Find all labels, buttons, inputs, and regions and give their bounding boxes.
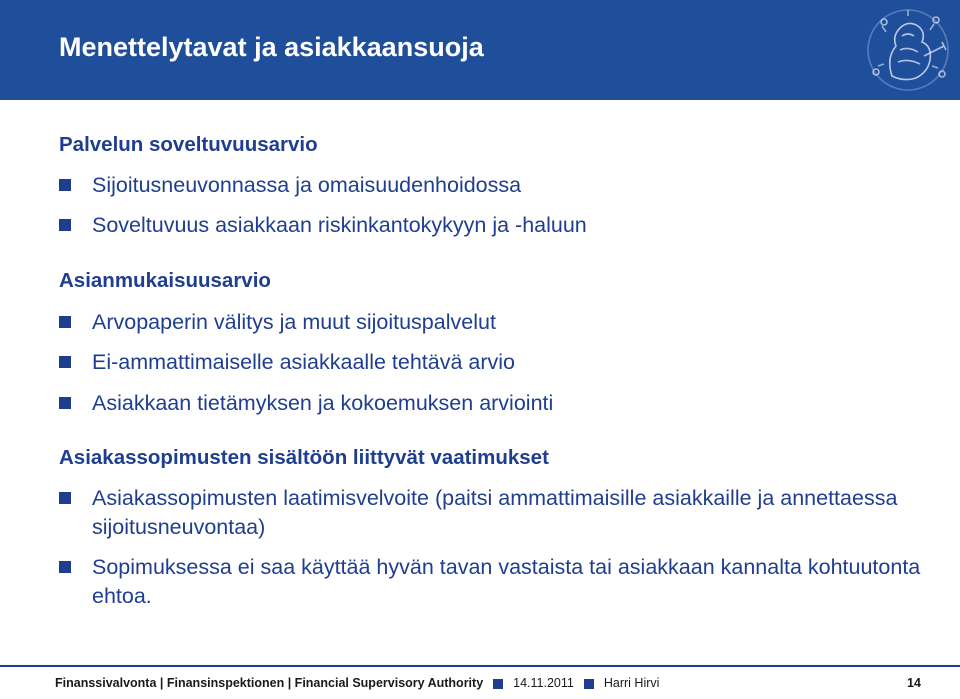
slide-header <box>0 0 960 100</box>
bullet-text: Soveltuvuus asiakkaan riskinkantokykyyn ja -haluun <box>92 213 587 237</box>
bullet-text: Asiakkaan tietämyksen ja kokoemuksen arviointi <box>92 391 554 415</box>
square-bullet-icon <box>59 492 71 504</box>
footer-divider <box>0 665 960 667</box>
section-heading: Asiakassopimusten sisältöön liittyvät vaatimukset <box>59 446 549 469</box>
section-heading: Palvelun soveltuvuusarvio <box>59 133 318 156</box>
square-bullet-icon <box>59 219 71 231</box>
slide-footer <box>55 676 659 690</box>
footer-date: 14.11.2011 <box>513 676 574 690</box>
bullet-text: Arvopaperin välitys ja muut sijoituspalvelut <box>92 310 496 334</box>
square-bullet-icon <box>59 316 71 328</box>
square-bullet-icon <box>59 356 71 368</box>
bullet-text: Asiakassopimusten laatimisvelvoite (paitsi ammattimaisille asiakkaille ja annettaessa sijoitusneuvontaa) <box>92 486 898 539</box>
slide-title: Menettelytavat ja asiakkaansuoja <box>59 32 484 62</box>
square-bullet-icon <box>493 679 503 689</box>
square-bullet-icon <box>59 179 71 191</box>
footer-author: Harri Hirvi <box>603 676 660 690</box>
square-bullet-icon <box>59 397 71 409</box>
section-heading: Asianmukaisuusarvio <box>59 269 271 292</box>
bullet-text: Sopimuksessa ei saa käyttää hyvän tavan vastaista tai asiakkaan kannalta kohtuutonta ehtoa. <box>92 555 921 608</box>
lion-crest-icon <box>862 6 954 94</box>
footer-organization: Finanssivalvonta | Finansinspektionen | Financial Supervisory Authority <box>55 676 484 690</box>
bullet-text: Sijoitusneuvonnassa ja omaisuudenhoidossa <box>92 173 522 197</box>
page-number: 14 <box>907 676 921 690</box>
square-bullet-icon <box>59 561 71 573</box>
bullet-text: Ei-ammattimaiselle asiakkaalle tehtävä arvio <box>92 350 516 374</box>
square-bullet-icon <box>584 679 594 689</box>
